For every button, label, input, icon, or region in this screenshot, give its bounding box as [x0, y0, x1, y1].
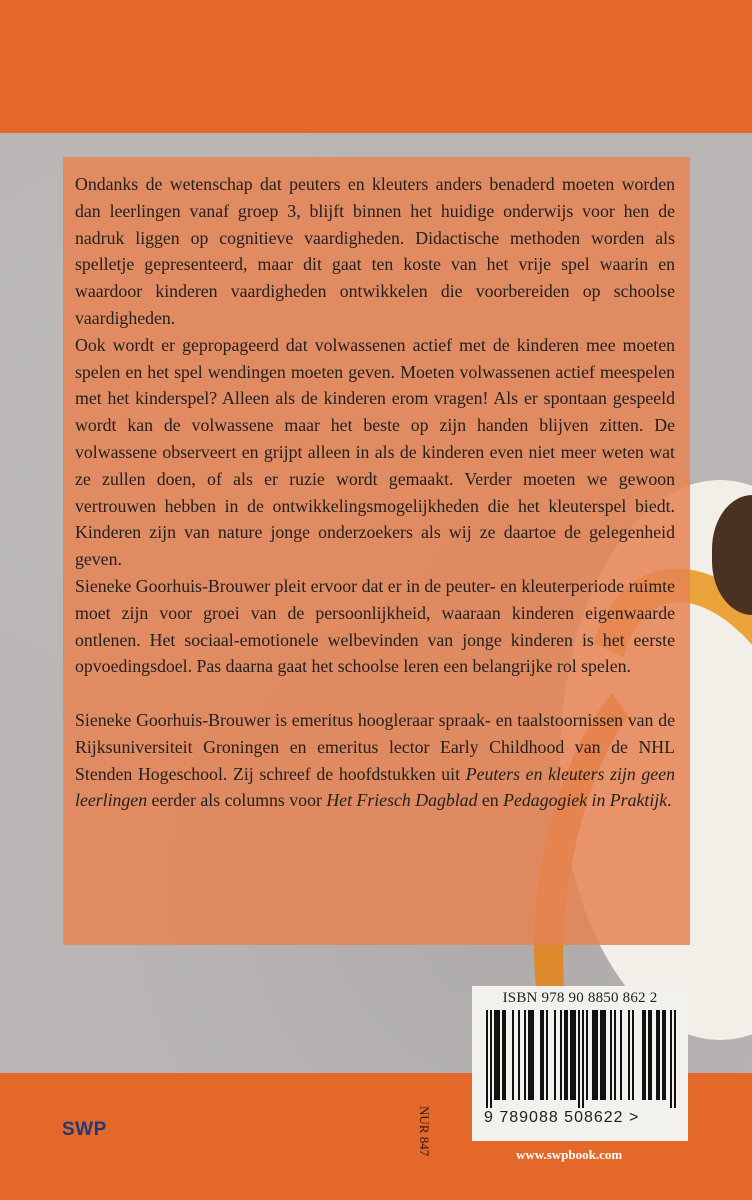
barcode-bar — [570, 1010, 572, 1100]
author-bio-text-1: Sieneke Goorhuis-Brouwer is emeritus hoogleraar spraak- en taalstoornissen van de Rijksuniversiteit Groningen en emeritus lector Early Childhood van de NHL Stenden Hogeschool. Zij schreef de hoofdstukken uit — [75, 709, 675, 784]
barcode-bar — [554, 1010, 556, 1100]
barcode-box — [472, 986, 688, 1141]
barcode-bar — [518, 1010, 520, 1100]
barcode-bar — [656, 1010, 658, 1100]
barcode-bar — [628, 1010, 630, 1100]
barcode-bar — [592, 1010, 594, 1100]
barcode-bar — [502, 1010, 504, 1100]
barcode-bar — [496, 1010, 498, 1100]
barcode-bar — [674, 1010, 676, 1108]
book-title: Peuters en kleuters zijn geen leerlingen — [75, 763, 675, 811]
barcode-bar — [662, 1010, 664, 1100]
magazine-title: Pedagogiek in Praktijk — [503, 790, 668, 811]
barcode-bar — [498, 1010, 500, 1100]
isbn-label: ISBN 978 90 8850 862 2 — [502, 990, 658, 1006]
barcode-bar — [586, 1010, 588, 1100]
barcode-bar — [490, 1010, 492, 1108]
barcode-bar — [542, 1010, 544, 1100]
author-bio-text-3: en — [477, 790, 504, 811]
barcode-bar — [486, 1010, 488, 1108]
barcode-bar — [494, 1010, 496, 1100]
barcode-bar — [560, 1010, 562, 1100]
author-bio — [75, 707, 675, 814]
barcode-bar — [528, 1010, 530, 1100]
newspaper-title: Het Friesch Dagblad — [326, 790, 478, 811]
blurb-paragraph-1: Ondanks de wetenschap dat peuters en kleuters anders benaderd moeten worden dan leerlingen vanaf groep 3, blijft binnen het huidige onderwijs voor hen de nadruk liggen op cognitieve vaardigheden. Didactische methoden worden als spelletje gepresenteerd, maar dit gaat ten koste van het vrije spel waarin en waardoor kinderen vaardigheden ontwikkelen die voorbereiden op schoolse vaardigheden. — [75, 174, 675, 328]
barcode-bar — [648, 1010, 650, 1100]
barcode-bar — [574, 1010, 576, 1100]
barcode-bar — [610, 1010, 612, 1100]
author-bio-text-4: . — [667, 790, 672, 811]
barcode — [486, 1010, 676, 1108]
barcode-bar — [644, 1010, 646, 1100]
barcode-bar — [546, 1010, 548, 1100]
barcode-bar — [670, 1010, 672, 1108]
barcode-bar — [572, 1010, 574, 1100]
barcode-bar — [620, 1010, 622, 1100]
nur-code: NUR 847 — [417, 1106, 432, 1157]
blurb-paragraph-2: Ook wordt er gepropageerd dat volwassenen actief met de kinderen mee moeten spelen en het spel wendingen moeten geven. Moeten volwassenen actief meespelen met het kinderspel? Alleen als de kinderen erom vragen! Als er spontaan gespeeld wordt kan de volwassene maar het beste op zijn handen blijven zitten. De volwassene observeert en grijpt alleen in als de kinderen even niet meer weten wat ze zullen doen, of als er ruzie wordt gemaakt. Verder moeten we gewoon vertrouwen hebben in de ontwikkelingsmogelijkheden die het kleuterspel biedt. Kinderen zijn van nature jonge onderzoekers als wij ze daartoe de gelegenheid geven. — [75, 334, 675, 570]
barcode-bar — [512, 1010, 514, 1100]
top-orange-band — [0, 0, 752, 133]
barcode-bar — [604, 1010, 606, 1100]
barcode-bar — [540, 1010, 542, 1100]
author-bio-text-2: eerder als columns voor — [147, 790, 327, 811]
back-cover-text — [75, 171, 675, 814]
barcode-bar — [650, 1010, 652, 1100]
barcode-bar — [664, 1010, 666, 1100]
barcode-bar — [532, 1010, 534, 1100]
barcode-bar — [582, 1010, 584, 1108]
barcode-bar — [600, 1010, 602, 1100]
barcode-bar — [564, 1010, 566, 1100]
barcode-bar — [524, 1010, 526, 1100]
barcode-bar — [614, 1010, 616, 1100]
barcode-bar — [530, 1010, 532, 1100]
website-url: www.swpbook.com — [516, 1147, 623, 1162]
barcode-bar — [632, 1010, 634, 1100]
swp-logo: SWP — [62, 1119, 107, 1140]
barcode-bar — [642, 1010, 644, 1100]
barcode-bar — [504, 1010, 506, 1100]
barcode-bar — [602, 1010, 604, 1100]
barcode-bar — [578, 1010, 580, 1108]
barcode-bar — [566, 1010, 568, 1100]
barcode-bar — [594, 1010, 596, 1100]
blurb-paragraph-3: Sieneke Goorhuis-Brouwer pleit ervoor dat er in de peuter- en kleuterperiode ruimte moet zijn voor groei van de persoonlijkheid, waaraan kinderen eigenwaarde ontlenen. Het sociaal-emotionele welbevinden van jonge kinderen is het eerste opvoedingsdoel. Pas daarna gaat het schoolse leren een belangrijke rol spelen. — [75, 575, 675, 677]
barcode-bar — [658, 1010, 660, 1100]
barcode-digits: 9 789088 508622 > — [484, 1109, 640, 1126]
barcode-bar — [596, 1010, 598, 1100]
